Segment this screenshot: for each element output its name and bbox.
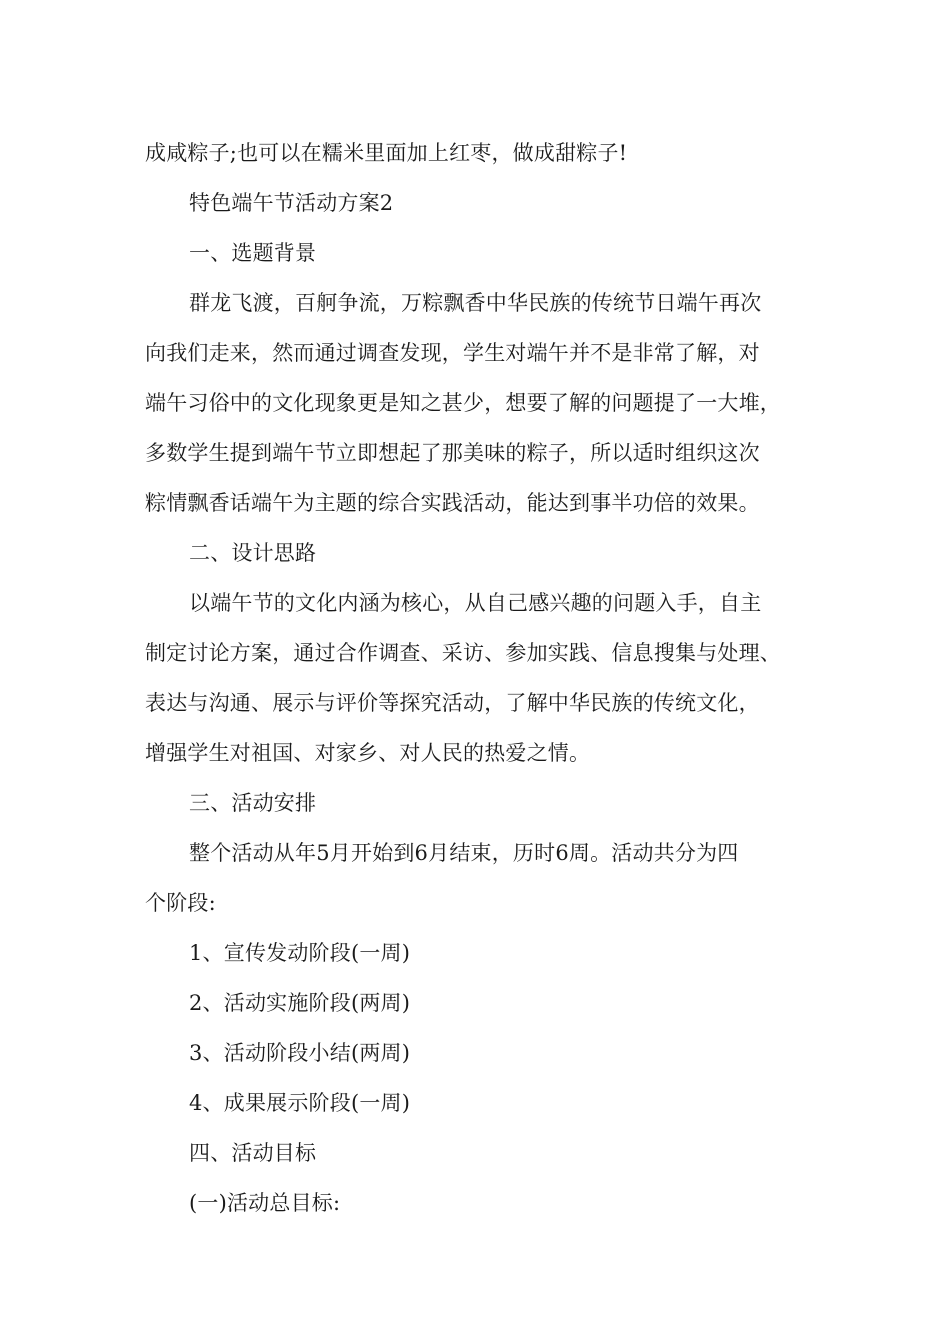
text-line: 群龙飞渡，百舸争流，万粽飘香中华民族的传统节日端午再次 xyxy=(189,291,762,315)
text-line: 成咸粽子;也可以在糯米里面加上红枣，做成甜粽子! xyxy=(145,141,628,165)
text-line: 以端午节的文化内涵为核心，从自己感兴趣的问题入手，自主 xyxy=(189,591,762,615)
list-item: 1、宣传发动阶段(一周) xyxy=(189,941,411,965)
text-line: 增强学生对祖国、对家乡、对人民的热爱之情。 xyxy=(145,741,591,765)
list-item: 3、活动阶段小结(两周) xyxy=(189,1041,411,1065)
subheading-overall-goal: (一)活动总目标: xyxy=(189,1191,341,1215)
heading-design: 二、设计思路 xyxy=(189,541,317,565)
list-item: 4、成果展示阶段(一周) xyxy=(189,1091,411,1115)
section-title: 特色端午节活动方案2 xyxy=(189,191,394,215)
text-line: 表达与沟通、展示与评价等探究活动，了解中华民族的传统文化， xyxy=(145,691,760,715)
text-line: 多数学生提到端午节立即想起了那美味的粽子，所以适时组织这次 xyxy=(145,441,760,465)
heading-background: 一、选题背景 xyxy=(189,241,317,265)
text-line: 个阶段: xyxy=(145,891,216,915)
text-line: 粽情飘香话端午为主题的综合实践活动，能达到事半功倍的效果。 xyxy=(145,491,760,515)
text-line: 端午习俗中的文化现象更是知之甚少，想要了解的问题提了一大堆， xyxy=(145,391,781,415)
document-body xyxy=(145,128,810,1228)
heading-arrangement: 三、活动安排 xyxy=(189,791,317,815)
text-line: 制定讨论方案，通过合作调查、采访、参加实践、信息搜集与处理、 xyxy=(145,641,781,665)
heading-goals: 四、活动目标 xyxy=(189,1141,317,1165)
text-line: 整个活动从年5月开始到6月结束，历时6周。活动共分为四 xyxy=(189,841,739,865)
text-line: 向我们走来，然而通过调查发现，学生对端午并不是非常了解，对 xyxy=(145,341,760,365)
list-item: 2、活动实施阶段(两周) xyxy=(189,991,411,1015)
